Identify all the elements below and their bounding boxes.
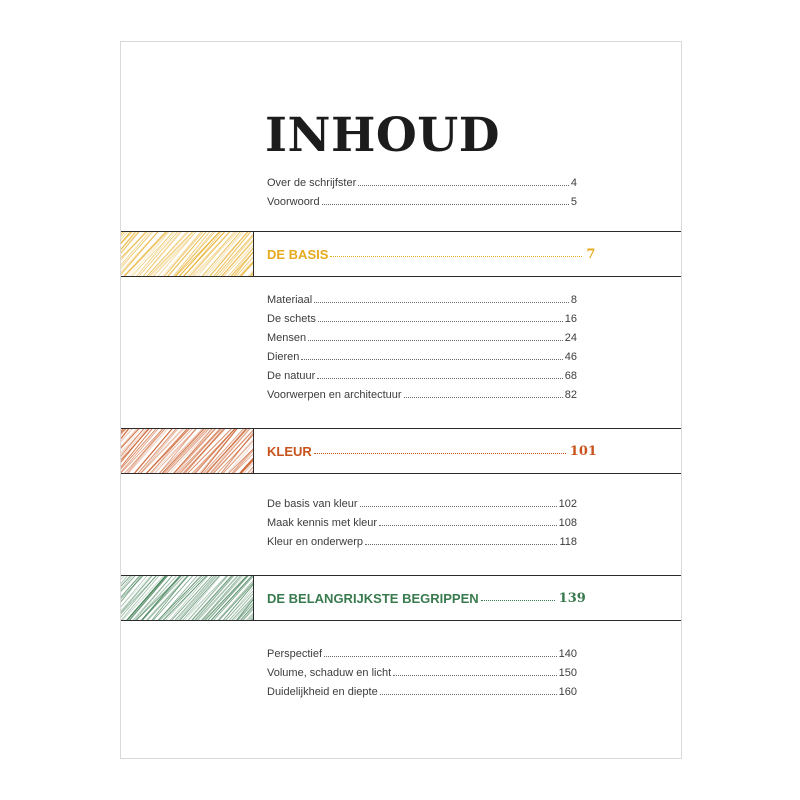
toc-entry-page: 24 [564,332,577,344]
toc-entry-page: 82 [564,389,577,401]
page-title: INHOUD [265,108,501,163]
toc-entry [267,177,577,195]
section-page: 7 [586,246,596,262]
toc-entry-label: Voorwoord [267,196,320,208]
toc-entry [267,294,577,312]
toc-entry-label: Volume, schaduw en licht [267,667,392,679]
toc-entry-label: Mensen [267,332,307,344]
toc-entry-label: Kleur en onderwerp [267,536,364,548]
toc-entry-page: 68 [564,370,577,382]
toc-entry-page: 150 [558,667,577,679]
toc-entry-page: 108 [558,517,577,529]
dot-leader [358,185,569,186]
section-band-kleur [121,428,681,474]
dot-leader [308,340,563,341]
book-page [120,41,682,759]
toc-entry-page: 16 [564,313,577,325]
toc-entry-label: Voorwerpen en architectuur [267,389,402,401]
toc-entry-label: De basis van kleur [267,498,358,510]
toc-entry [267,389,577,407]
crayon-hatch-decoration [121,232,254,276]
dot-leader [365,544,557,545]
dot-leader [379,525,557,526]
section-title: KLEUR [267,443,312,459]
toc-entry-page: 5 [570,196,577,208]
hatch-svg [121,232,254,276]
toc-entry-page: 118 [559,536,577,548]
dot-leader [380,694,557,695]
toc-entry-label: Dieren [267,351,300,363]
section-heading [267,232,595,276]
hatch-stroke [253,232,254,276]
toc-entry [267,498,577,516]
crayon-hatch-decoration [121,429,254,473]
toc-entry-label: Maak kennis met kleur [267,517,378,529]
section-heading [267,429,597,473]
dot-leader [322,204,569,205]
dot-leader [301,359,562,360]
toc-entry [267,517,577,535]
toc-entry-label: De schets [267,313,316,325]
dot-leader [317,378,562,379]
toc-entry [267,351,577,369]
hatch-svg [121,576,254,620]
toc-entry-label: De natuur [267,370,316,382]
toc-entry [267,196,577,214]
toc-entry [267,370,577,388]
dot-leader [314,453,566,454]
section-title: DE BASIS [267,246,329,262]
toc-entry-page: 102 [558,498,577,510]
toc-entry [267,332,577,350]
toc-entry [267,313,577,331]
dot-leader [314,302,569,303]
toc-entry-page: 46 [564,351,577,363]
dot-leader [404,397,563,398]
toc-entry-page: 160 [558,686,577,698]
toc-entry-label: Duidelijkheid en diepte [267,686,378,698]
hatch-stroke [253,576,254,620]
dot-leader [393,675,557,676]
dot-leader [481,600,555,601]
toc-entry [267,686,577,704]
dot-leader [324,656,557,657]
section-band-de-basis [121,231,681,277]
toc-entry [267,536,577,554]
toc-entry-page: 4 [570,177,577,189]
dot-leader [360,506,557,507]
section-page: 139 [558,590,586,606]
dot-leader [318,321,563,322]
dot-leader [330,256,582,257]
toc-entry-page: 8 [570,294,577,306]
section-page: 101 [569,443,597,459]
toc-entry [267,667,577,685]
section-band-begrippen [121,575,681,621]
crayon-hatch-decoration [121,576,254,620]
toc-entry-page: 140 [558,648,577,660]
toc-entry-label: Perspectief [267,648,323,660]
toc-entry-label: Materiaal [267,294,313,306]
toc-entry-label: Over de schrijfster [267,177,357,189]
section-heading [267,576,586,620]
hatch-svg [121,429,254,473]
toc-entry [267,648,577,666]
section-title: DE BELANGRIJKSTE BEGRIPPEN [267,590,479,606]
